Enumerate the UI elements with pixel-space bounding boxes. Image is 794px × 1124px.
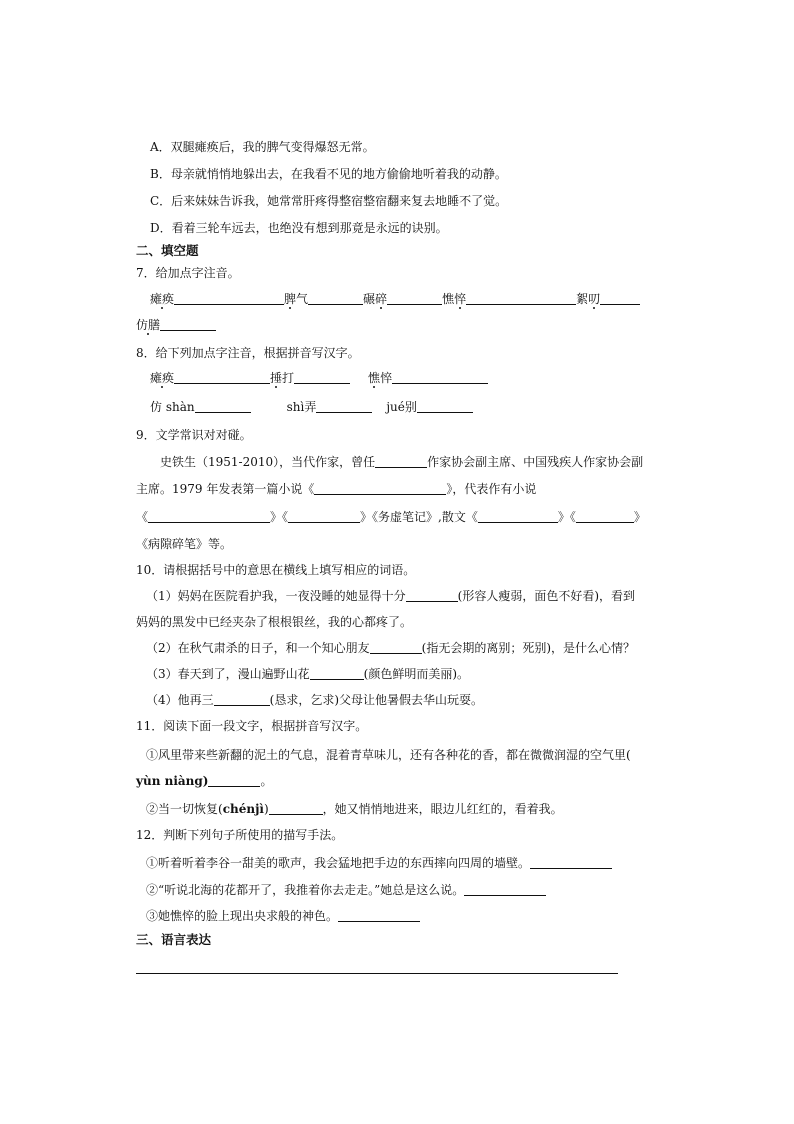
choice-c: C．后来妹妹告诉我，她常常肝疼得整宿整宿翻来复去地睡不了觉。 <box>150 194 508 208</box>
q9-blank-6[interactable] <box>576 510 634 523</box>
q7-word-4a: 憔 <box>442 292 455 306</box>
q8-line-2 <box>150 399 473 415</box>
q10-text-3b: (颜色鲜明而美丽)。 <box>363 667 470 681</box>
q11-item-1: ①风里带来些新翻的泥土的气息，混着青草味儿，还有各种花的香，都在微微润湿的空气里( <box>146 748 631 762</box>
q10-blank-4[interactable] <box>214 693 270 706</box>
q7-word-4b: 悴 <box>454 292 467 306</box>
q12-text-1: ①听着听着李谷一甜美的歌声，我会猛地把手边的东西摔向四周的墙壁。 <box>146 856 531 870</box>
q8-word-2b: 打 <box>282 371 295 385</box>
q10-text-2a: （2）在秋气肃杀的日子，和一个知心朋友 <box>146 641 370 655</box>
q11-text-2a: ②当一切恢复( <box>146 802 223 816</box>
q9-text-1a: 史铁生（1951-2010），当代作家，曾任 <box>160 455 376 469</box>
q11-blank-2[interactable] <box>269 802 323 815</box>
q10-blank-3[interactable] <box>310 667 364 680</box>
q8-blank-1[interactable] <box>174 371 270 384</box>
q8-word-2a: 捶 <box>270 371 283 385</box>
q9-text-3d: 》《 <box>557 510 576 524</box>
q9-blank-2[interactable] <box>314 482 446 495</box>
q10-blank-1[interactable] <box>406 589 458 602</box>
q8-word-3b: 悴 <box>380 371 393 385</box>
q9-text-3c: 》《务虚笔记》,散文《 <box>360 510 478 524</box>
q9-title: 9．文学常识对对碰。 <box>136 428 252 442</box>
q9-text-3b: 》《 <box>270 510 289 524</box>
q7-blank-3[interactable] <box>387 292 442 305</box>
q7-blank-4[interactable] <box>466 292 576 305</box>
q7-word-3b: 碎 <box>375 292 388 306</box>
choice-a: A．双腿瘫痪后，我的脾气变得爆怒无常。 <box>150 140 375 154</box>
q8-blank-5[interactable] <box>316 400 372 413</box>
q7-title: 7．给加点字注音。 <box>136 266 240 280</box>
q7-blank-5[interactable] <box>600 292 640 305</box>
q9-blank-3[interactable] <box>148 510 270 523</box>
q10-item-4 <box>146 692 483 708</box>
q7-blank-6[interactable] <box>160 318 216 331</box>
q10-blank-2[interactable] <box>370 641 422 654</box>
q11-pinyin-1: yùn niàng) <box>136 774 209 788</box>
q9-text-2b: 》，代表作有小说 <box>446 482 537 496</box>
q9-blank-5[interactable] <box>478 510 558 523</box>
q9-line-3 <box>136 509 646 525</box>
q8-pinyin-2: shì弄 <box>286 400 317 414</box>
q9-line-2 <box>136 481 536 497</box>
q7-blank-1[interactable] <box>174 292 284 305</box>
q11-pinyin-2: chénjì <box>222 802 264 816</box>
q12-item-1 <box>146 855 612 871</box>
q11-title: 11．阅读下面一段文字，根据拼音写汉字。 <box>136 719 368 733</box>
q10-text-4b: (恳求，乞求)父母让他暑假去华山玩耍。 <box>269 693 484 707</box>
q9-text-3e: 》 <box>633 510 646 524</box>
q7-line-2 <box>136 317 216 333</box>
q12-text-2: ②“听说北海的花都开了，我推着你去走走。”她总是这么说。 <box>146 883 465 897</box>
q9-blank-1[interactable] <box>375 455 427 468</box>
q7-word-5b: 叨 <box>588 292 601 306</box>
q9-text-1b: 作家协会副主席、中国残疾人作家协会副 <box>427 455 644 469</box>
q12-item-3 <box>146 908 420 924</box>
q12-title: 12．判断下列句子所使用的描写手法。 <box>136 828 344 842</box>
q8-pinyin-1: 仿 shàn <box>150 400 195 414</box>
q10-title: 10．请根据括号中的意思在横线上填写相应的词语。 <box>136 563 416 577</box>
q7-line-1 <box>150 291 640 307</box>
q10-text-4a: （4）他再三 <box>146 693 214 707</box>
answer-line[interactable] <box>136 973 618 974</box>
q7-word-3c: 碾 <box>363 292 376 306</box>
q7-word-5a: 絮 <box>576 292 589 306</box>
q7-word-1: 瘫痪 <box>150 292 175 306</box>
q12-item-2 <box>146 882 546 898</box>
q10-item-2 <box>146 640 635 656</box>
q7-blank-2[interactable] <box>308 292 363 305</box>
q10-text-2b: (指无会期的离别；死别)，是什么心情？ <box>421 641 636 655</box>
q8-blank-3[interactable] <box>392 371 488 384</box>
q12-blank-3[interactable] <box>338 909 420 922</box>
q9-line-1 <box>160 454 643 470</box>
q8-blank-6[interactable] <box>417 400 473 413</box>
q11-item-2 <box>146 801 563 817</box>
q8-blank-2[interactable] <box>294 371 350 384</box>
q12-text-3: ③她憔悴的脸上现出央求般的神色。 <box>146 909 339 923</box>
q8-blank-4[interactable] <box>195 400 251 413</box>
q10-item-1 <box>146 588 635 604</box>
q8-line-1 <box>150 370 488 386</box>
q9-text-3a: 《 <box>136 510 149 524</box>
q8-word-3a: 憔 <box>368 371 381 385</box>
q10-text-3a: （3）春天到了，漫山遍野山花 <box>146 667 310 681</box>
q9-text-2a: 主席。1979 年发表第一篇小说《 <box>136 482 315 496</box>
q11-text-2c: ) <box>263 802 269 816</box>
q11-item-1-cont <box>136 773 272 789</box>
q10-item-3 <box>146 666 469 682</box>
q9-blank-4[interactable] <box>288 510 360 523</box>
q10-text-1b: (形容人瘦弱，面色不好看)，看到 <box>457 589 636 603</box>
choice-b: B．母亲就悄悄地躲出去，在我看不见的地方偷偷地听着我的动静。 <box>150 167 507 181</box>
q7-word-6: 仿膳 <box>136 318 161 332</box>
q9-line-4: 《病隙碎笔》等。 <box>136 537 233 551</box>
q11-text-1c: 。 <box>260 774 273 788</box>
choice-d: D．看着三轮车远去，也绝没有想到那竟是永远的诀别。 <box>150 221 448 235</box>
q11-blank-1[interactable] <box>208 774 260 787</box>
q10-item-1-cont: 妈妈的黑发中已经夹杂了根根银丝，我的心都疼了。 <box>136 615 413 629</box>
q8-title: 8．给下列加点字注音，根据拼音写汉字。 <box>136 346 360 360</box>
section-3-title: 三、语言表达 <box>136 932 212 947</box>
section-2-title: 二、填空题 <box>136 243 199 258</box>
q8-word-1: 瘫痪 <box>150 371 175 385</box>
q12-blank-2[interactable] <box>464 883 546 896</box>
q12-blank-1[interactable] <box>530 856 612 869</box>
q8-pinyin-3: jué别 <box>386 400 417 414</box>
q10-text-1a: （1）妈妈在医院看护我，一夜没睡的她显得十分 <box>146 589 406 603</box>
q7-word-2b: 气 <box>296 292 309 306</box>
q11-text-2d: ，她又悄悄地进来，眼边儿红红的，看着我。 <box>322 802 563 816</box>
q7-word-2a: 脾 <box>284 292 297 306</box>
